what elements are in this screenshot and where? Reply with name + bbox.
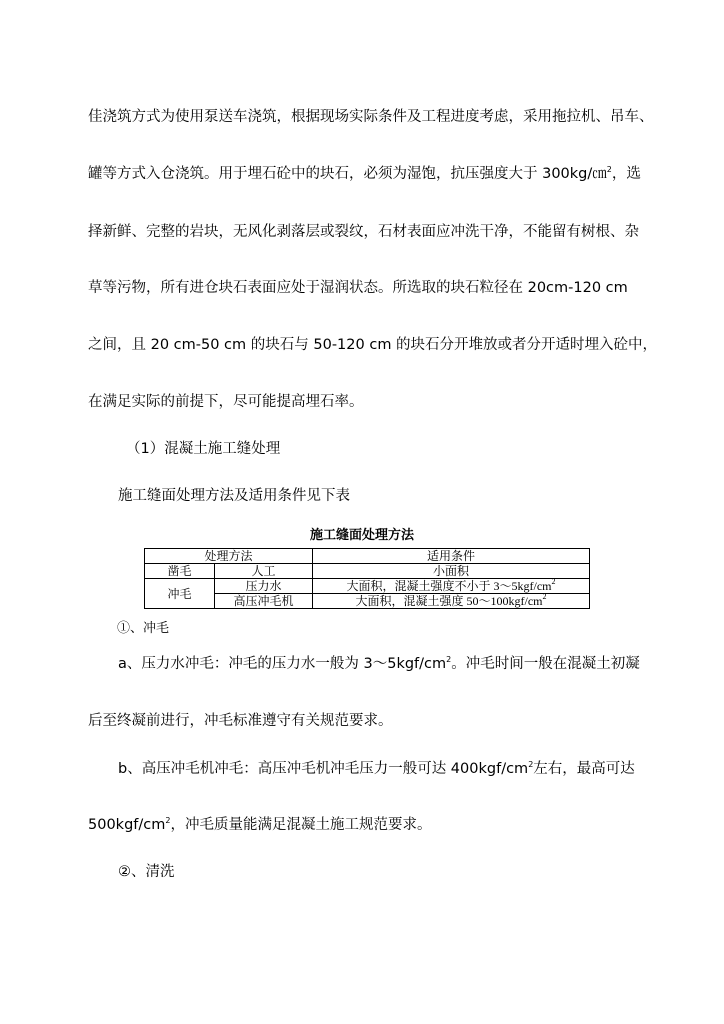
method-cell: 凿毛 (145, 564, 215, 579)
text-line: 择新鲜、完整的岩块，无风化剥落层或裂纹，石材表面应冲洗干净，不能留有树根、杂 (88, 224, 639, 240)
text-span: a、压力水冲毛：冲毛的压力水一般为 3～5kgf/cm (118, 656, 447, 672)
item-heading-1: ①、冲毛 (117, 620, 170, 635)
submethod-cell: 人工 (215, 564, 313, 579)
text-line: 草等污物，所有进仓块石表面应处于湿润状态。所选取的块石粒径在 20cm-120 cm (88, 280, 628, 296)
condition-text: 大面积，混凝土强度不小于 3～5kgf/cm (346, 579, 552, 593)
submethod-cell: 压力水 (215, 579, 313, 594)
text-line (118, 759, 635, 779)
treatment-methods-table (144, 548, 590, 609)
table-caption: 施工缝面处理方法 (309, 528, 414, 543)
text-span: b、高压冲毛机冲毛：高压冲毛机冲毛压力一般可达 400kgf/cm (118, 761, 529, 777)
section-heading: （1）混凝土施工缝处理 (126, 441, 281, 457)
text-line: 后至终凝前进行，冲毛标准遵守有关规范要求。 (88, 713, 393, 729)
superscript: 2 (606, 165, 612, 174)
table-header-row (145, 549, 590, 564)
condition-cell (313, 579, 590, 594)
superscript: 2 (165, 816, 171, 825)
superscript: 2 (446, 655, 452, 664)
header-cell: 适用条件 (313, 549, 590, 564)
table-row (145, 579, 590, 594)
text-line (88, 815, 431, 835)
intro-text: 施工缝面处理方法及适用条件见下表 (118, 488, 350, 504)
condition-text: 大面积，混凝土强度 50～100kgf/cm (355, 594, 543, 608)
text-line: 之间，且 20 cm-50 cm 的块石与 50-120 cm 的块石分开堆放或者分开适时埋入砼中， (88, 337, 658, 353)
table-row (145, 564, 590, 579)
text-line: 在满足实际的前提下，尽可能提高埋石率。 (88, 394, 364, 410)
text-span: ，选 (611, 166, 641, 182)
text-span: ，冲毛质量能满足混凝土施工规范要求。 (170, 817, 432, 833)
submethod-cell: 高压冲毛机 (215, 594, 313, 609)
text-span: 。冲毛时间一般在混凝土初凝 (451, 656, 640, 672)
condition-cell (313, 594, 590, 609)
superscript: 2 (528, 760, 534, 769)
text-line (88, 164, 641, 184)
method-cell: 冲毛 (145, 579, 215, 609)
text-span: 500kgf/cm (88, 817, 166, 833)
header-cell: 处理方法 (145, 549, 313, 564)
superscript: 2 (551, 577, 556, 586)
text-line (118, 654, 640, 674)
text-span: 罐等方式入仓浇筑。用于埋石砼中的块石，必须为湿饱，抗压强度大于 300kg/㎝ (88, 166, 607, 182)
text-span: 左右，最高可达 (533, 761, 635, 777)
item-heading-2: ②、清洗 (118, 864, 175, 880)
superscript: 2 (542, 592, 547, 601)
text-line: 佳浇筑方式为使用泵送车浇筑，根据现场实际条件及工程进度考虑，采用拖拉机、吊车、 (88, 109, 654, 125)
condition-cell: 小面积 (313, 564, 590, 579)
